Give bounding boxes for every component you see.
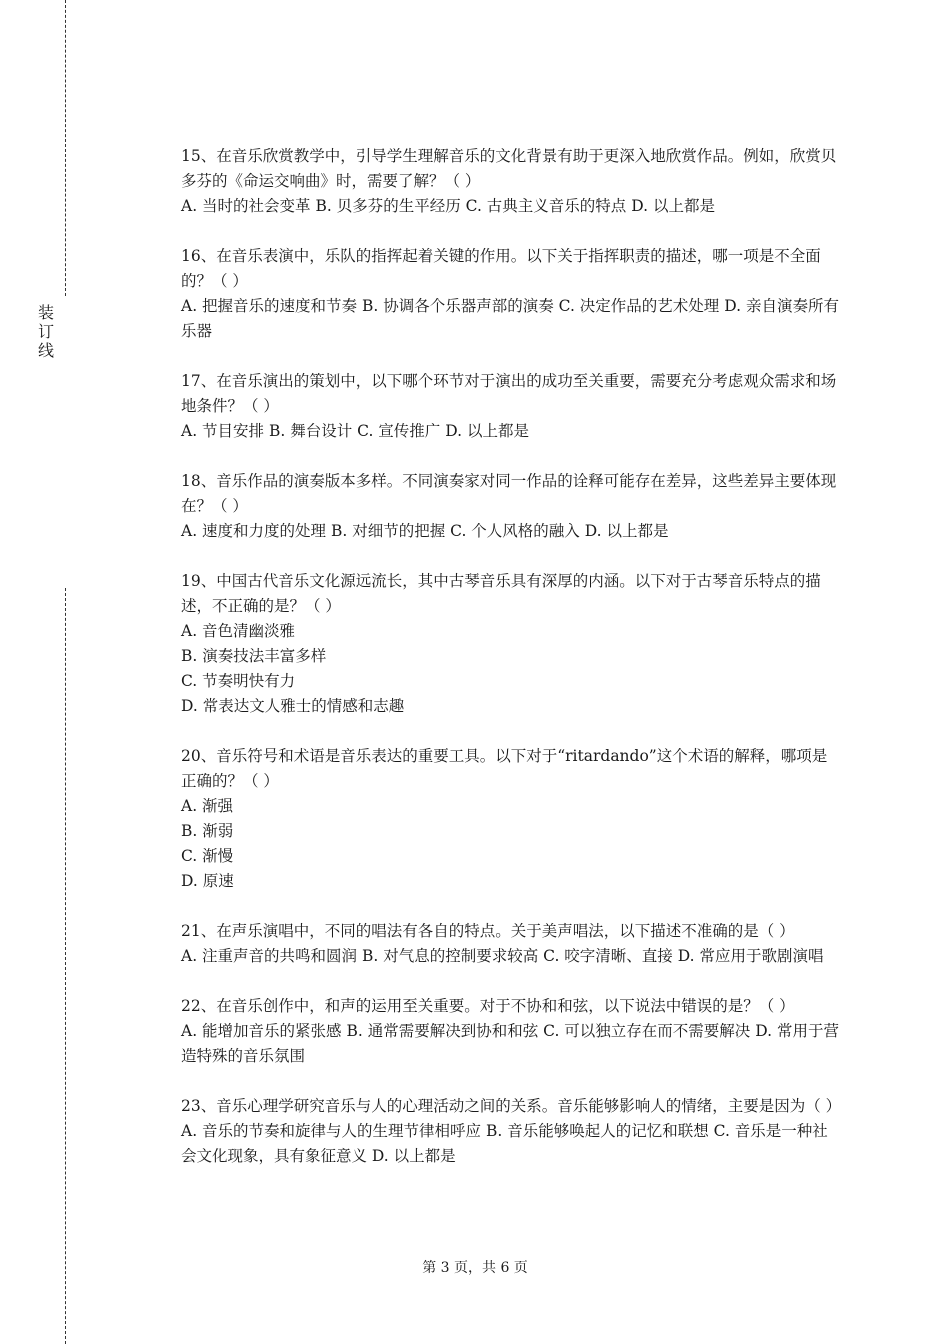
question-text: 17、在音乐演出的策划中，以下哪个环节对于演出的成功至关重要，需要充分考虑观众需求和场地条件？（ ） bbox=[181, 372, 837, 415]
question-option: C. 渐慢 bbox=[181, 847, 234, 865]
question-23 bbox=[181, 1094, 841, 1169]
question-16 bbox=[181, 244, 841, 344]
question-text: 21、在声乐演唱中，不同的唱法有各自的特点。关于美声唱法，以下描述不准确的是（ ） bbox=[181, 922, 795, 940]
question-text: 18、音乐作品的演奏版本多样。不同演奏家对同一作品的诠释可能存在差异，这些差异主要体现在？（ ） bbox=[181, 472, 837, 515]
question-option: D. 原速 bbox=[181, 872, 234, 890]
question-text: 16、在音乐表演中，乐队的指挥起着关键的作用。以下关于指挥职责的描述，哪一项是不全面的？（ ） bbox=[181, 247, 821, 290]
question-text: 22、在音乐创作中，和声的运用至关重要。对于不协和和弦，以下说法中错误的是？（ ） bbox=[181, 997, 795, 1015]
question-options: A. 把握音乐的速度和节奏 B. 协调各个乐器声部的演奏 C. 决定作品的艺术处理 D. 亲自演奏所有乐器 bbox=[181, 297, 839, 340]
binding-label-char: 线 bbox=[37, 341, 54, 360]
binding-label bbox=[36, 303, 56, 360]
question-options: A. 当时的社会变革 B. 贝多芬的生平经历 C. 古典主义音乐的特点 D. 以上都是 bbox=[181, 197, 715, 215]
page-number: 第 3 页，共 6 页 bbox=[422, 1260, 528, 1276]
binding-label-char: 订 bbox=[37, 322, 54, 341]
binding-dashed-line-bottom bbox=[65, 588, 66, 1344]
question-20 bbox=[181, 744, 841, 894]
question-options: A. 音乐的节奏和旋律与人的生理节律相呼应 B. 音乐能够唤起人的记忆和联想 C. 音乐是一种社会文化现象，具有象征意义 D. 以上都是 bbox=[181, 1122, 828, 1165]
question-option: B. 演奏技法丰富多样 bbox=[181, 647, 327, 665]
question-option: B. 渐弱 bbox=[181, 822, 234, 840]
question-list bbox=[181, 144, 841, 1194]
question-option: C. 节奏明快有力 bbox=[181, 672, 296, 690]
question-option: D. 常表达文人雅士的情感和志趣 bbox=[181, 697, 405, 715]
question-21 bbox=[181, 919, 841, 969]
binding-dashed-line-top bbox=[65, 0, 66, 296]
question-text: 20、音乐符号和术语是音乐表达的重要工具。以下对于“ritardando”这个术语的解释，哪项是正确的？（ ） bbox=[181, 747, 828, 790]
question-18 bbox=[181, 469, 841, 544]
question-text: 15、在音乐欣赏教学中，引导学生理解音乐的文化背景有助于更深入地欣赏作品。例如，欣赏贝多芬的《命运交响曲》时，需要了解？（ ） bbox=[181, 147, 837, 190]
question-option: A. 渐强 bbox=[181, 797, 234, 815]
question-text: 23、音乐心理学研究音乐与人的心理活动之间的关系。音乐能够影响人的情绪，主要是因为（ ） bbox=[181, 1097, 842, 1115]
question-options: A. 速度和力度的处理 B. 对细节的把握 C. 个人风格的融入 D. 以上都是 bbox=[181, 522, 669, 540]
question-option: A. 音色清幽淡雅 bbox=[181, 622, 296, 640]
question-options: A. 注重声音的共鸣和圆润 B. 对气息的控制要求较高 C. 咬字清晰、直接 D. 常应用于歌剧演唱 bbox=[181, 947, 824, 965]
question-22 bbox=[181, 994, 841, 1069]
question-19 bbox=[181, 569, 841, 719]
question-text: 19、中国古代音乐文化源远流长，其中古琴音乐具有深厚的内涵。以下对于古琴音乐特点的描述，不正确的是？（ ） bbox=[181, 572, 821, 615]
question-17 bbox=[181, 369, 841, 444]
binding-label-char: 装 bbox=[37, 303, 54, 322]
question-15 bbox=[181, 144, 841, 219]
question-options: A. 节目安排 B. 舞台设计 C. 宣传推广 D. 以上都是 bbox=[181, 422, 529, 440]
question-options: A. 能增加音乐的紧张感 B. 通常需要解决到协和和弦 C. 可以独立存在而不需要解决 D. 常用于营造特殊的音乐氛围 bbox=[181, 1022, 839, 1065]
